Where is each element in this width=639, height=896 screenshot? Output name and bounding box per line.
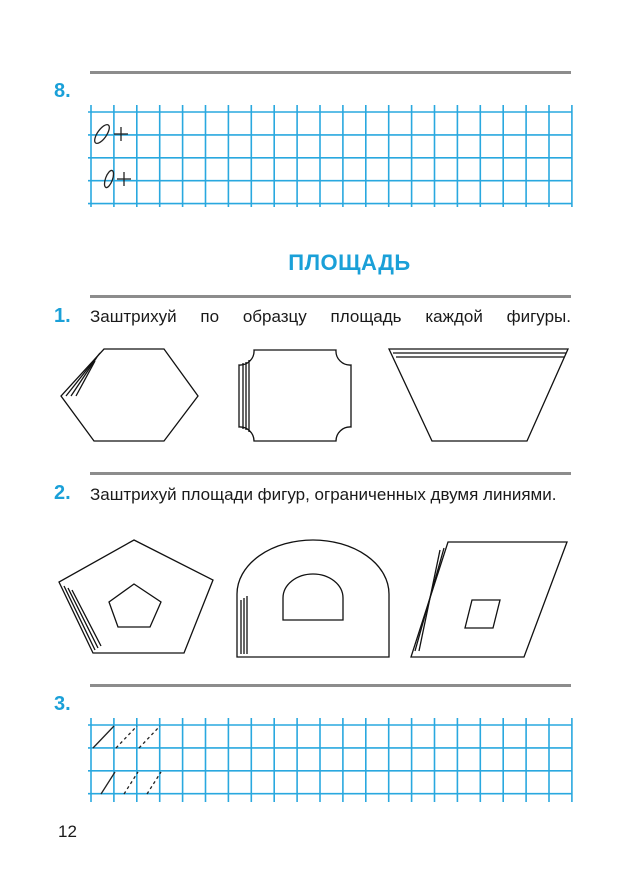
task3-number: 3. bbox=[54, 693, 71, 715]
task1-number: 1. bbox=[54, 305, 71, 327]
pentagon-ring-figure bbox=[59, 540, 213, 653]
parallelogram-ring-figure bbox=[411, 542, 567, 657]
task2-separator bbox=[90, 472, 571, 475]
rounded-square-figure bbox=[239, 350, 351, 441]
sample-zero-plus bbox=[92, 122, 131, 188]
section-title: ПЛОЩАДЬ bbox=[288, 250, 411, 275]
task8-separator bbox=[90, 71, 571, 74]
task2-figures bbox=[0, 536, 639, 666]
task8-grid[interactable] bbox=[88, 105, 574, 207]
arch-ring-figure bbox=[237, 540, 389, 657]
task3-grid[interactable] bbox=[88, 718, 574, 802]
trapezoid-figure bbox=[389, 349, 568, 441]
task1-text: Заштрихуй по образцу площадь каждой фигуры. bbox=[90, 307, 571, 326]
task1-separator bbox=[90, 295, 571, 298]
task3-separator bbox=[90, 684, 571, 687]
page-number: 12 bbox=[58, 822, 77, 841]
task1-figures bbox=[0, 340, 639, 450]
task2-text: Заштрихуй площади фигур, ограниченных двумя линиями. bbox=[90, 485, 557, 504]
hexagon-figure bbox=[61, 349, 198, 441]
task2-number: 2. bbox=[54, 482, 71, 504]
sample-slanted-lines bbox=[93, 726, 161, 794]
task8-number: 8. bbox=[54, 80, 71, 102]
